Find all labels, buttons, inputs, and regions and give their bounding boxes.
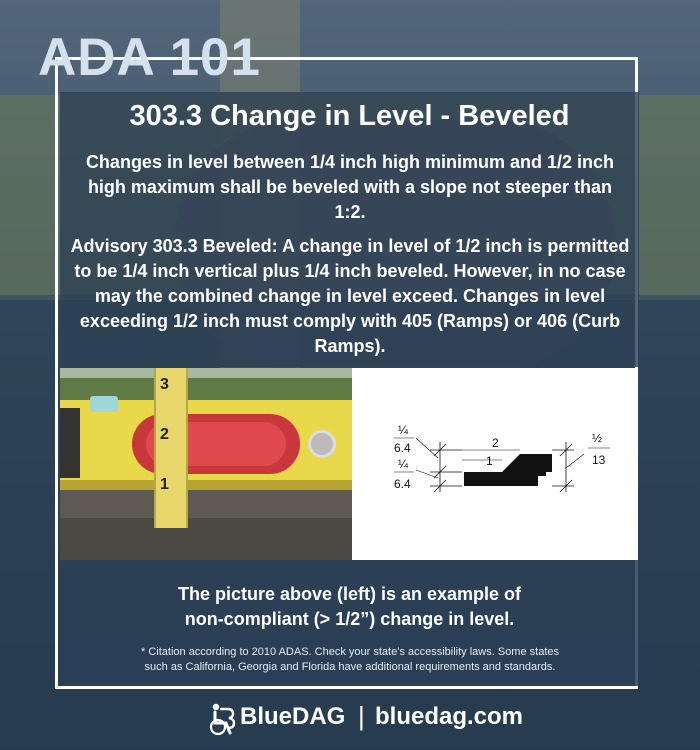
citation-note [70,645,630,675]
dim-right-mm: 13 [592,453,606,467]
tape-number-3: 3 [160,376,169,393]
dim-top-fraction: ¼ [398,423,409,437]
photo-level-end-cap [60,408,80,478]
caption-line-1: The picture above (left) is an example of [177,584,522,604]
footer [0,690,700,750]
photo-caption [60,582,639,632]
photo-level-edge [60,480,352,490]
dim-top-mm: 6.4 [394,441,411,455]
page-title: ADA 101 [38,28,262,87]
section-heading: 303.3 Change in Level - Beveled [129,100,570,132]
slope-run-label: 2 [492,436,499,450]
caption-line-2: non-compliant (> 1/2”) change in level. [184,609,515,629]
slope-rise-label: 1 [486,454,493,468]
advisory-paragraph: Advisory 303.3 Beveled: A change in level of 1/2 inch is permitted to be 1/4 inch vertical plus 1/4 inch beveled. However, in no case may the combined change in level exceed. Changes in level exceeding 1/2 inch must comply with 405 (Ramps) or 406 (Curb Ramps). [70,236,630,356]
photo-level-bubble [90,396,118,412]
rule-paragraph: Changes in level between 1/4 inch high minimum and 1/2 inch high maximum shall be beveled with a slope not steeper than 1:2. [85,152,615,222]
citation-line-2: such as California, Georgia and Florida have additional requirements and standards. [144,661,556,673]
photo-ground-shadow [60,518,352,560]
wheelchair-b-logo-icon [206,703,236,737]
dim-bottom-mm: 6.4 [394,477,411,491]
tape-number-2: 2 [160,426,169,443]
citation-line-1: * Citation according to 2010 ADAS. Check your state’s accessibility laws. Some states [141,646,559,658]
bevel-diagram [352,368,638,560]
footer-url[interactable]: bluedag.com [375,703,524,730]
photo-level-hole [308,430,336,458]
dim-bottom-fraction: ¼ [398,457,409,471]
bevel-diagram-svg [352,368,638,560]
tape-number-1: 1 [160,476,169,493]
example-photo [60,368,352,560]
footer-brand: BlueDAG [240,703,346,730]
dim-right-fraction: ½ [592,431,603,445]
footer-separator: | [358,701,365,731]
